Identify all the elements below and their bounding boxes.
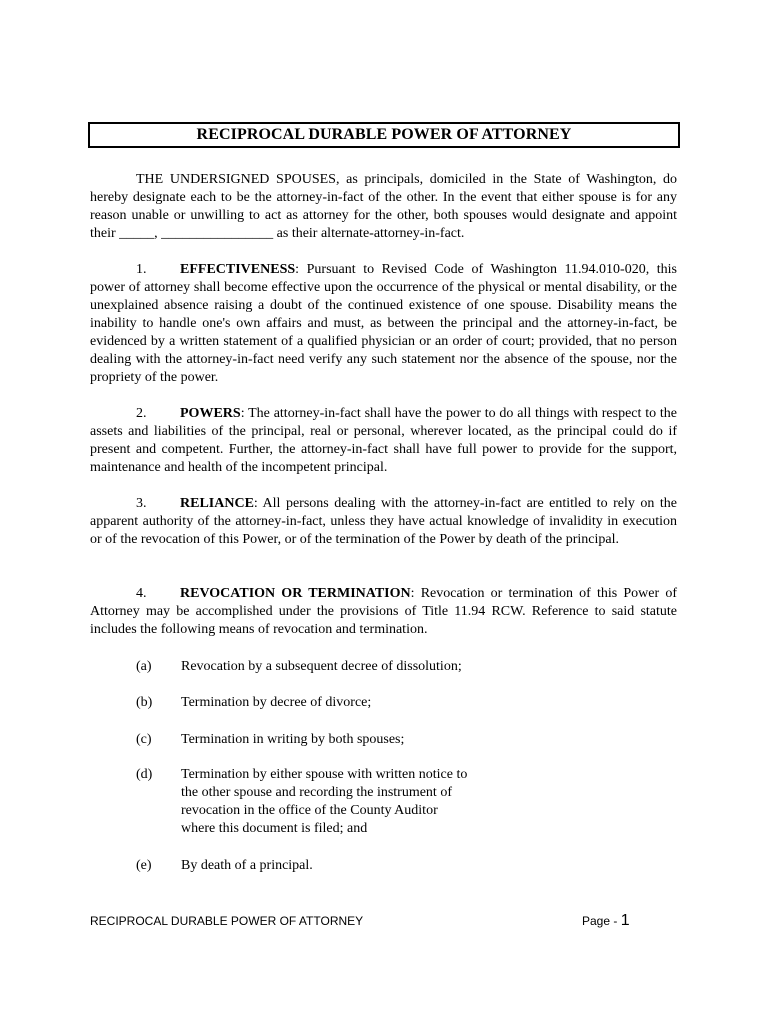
section-heading: RELIANCE <box>180 496 254 511</box>
page-prefix: Page - <box>582 914 621 928</box>
list-item-label: (c) <box>136 732 152 747</box>
section-text: : Revocation or termination of this Power of Attorney may be accomplished under the provisions of Title 11.94 RCW. Reference to said statute includes the following means of revocation and termination. <box>90 586 677 637</box>
list-item-label: (b) <box>136 695 153 710</box>
list-item-text: Termination in writing by both spouses; <box>181 732 405 747</box>
section-powers <box>90 405 677 477</box>
list-item-label: (a) <box>136 659 152 674</box>
section-heading: EFFECTIVENESS <box>180 262 296 277</box>
page-number: 1 <box>620 912 630 929</box>
section-number: 4. <box>136 586 147 601</box>
section-text: : Pursuant to Revised Code of Washington 11.94.010-020, this power of attorney shall become effective upon the occurrence of the physical or mental disability, or the unexplained absence raising a doubt of the continued existence of one spouse. Disability means the inability to handle one's own affairs and must, as between the principal and the attorney-in-fact, be evidenced by a written statement of a qualified physician or an order of court; provided, that no person dealing with the attorney-in-fact need verify any such statement nor the absence of the spouse, nor the propriety of the power. <box>90 262 677 385</box>
list-item-text: Termination by either spouse with written notice to the other spouse and recording the instrument of revocation in the office of the County Auditor where this document is filed; and <box>181 767 468 836</box>
section-number: 1. <box>136 262 147 277</box>
list-item-text: Termination by decree of divorce; <box>181 695 372 710</box>
footer-title: RECIPROCAL DURABLE POWER OF ATTORNEY <box>90 914 364 928</box>
section-text: : The attorney-in-fact shall have the power to do all things with respect to the assets and liabilities of the principal, real or personal, wherever located, as the principal could do if present and competent. Further, the attorney-in-fact shall have full power to provide for the support, maintenance and health of the incompetent principal. <box>90 406 677 475</box>
document-title: RECIPROCAL DURABLE POWER OF ATTORNEY <box>196 126 572 143</box>
section-text: : All persons dealing with the attorney-in-fact are entitled to rely on the apparent authority of the attorney-in-fact, unless they have actual knowledge of invalidity in execution or of the revocation of this Power, or of the termination of the Power by death of the principal. <box>90 496 677 547</box>
section-revocation <box>90 585 677 639</box>
section-heading: REVOCATION OR TERMINATION <box>180 586 411 601</box>
list-item-label: (e) <box>136 858 152 873</box>
section-effectiveness <box>90 261 677 387</box>
section-number: 2. <box>136 406 147 421</box>
section-reliance <box>90 495 677 549</box>
list-item-text: By death of a principal. <box>181 858 313 873</box>
list-item-label: (d) <box>136 767 153 782</box>
title-box <box>88 122 680 148</box>
section-number: 3. <box>136 496 147 511</box>
page-indicator <box>582 912 630 930</box>
list-item-text: Revocation by a subsequent decree of dissolution; <box>181 659 462 674</box>
intro-paragraph <box>90 171 677 243</box>
section-heading: POWERS <box>180 406 241 421</box>
intro-text: THE UNDERSIGNED SPOUSES, as principals, domiciled in the State of Washington, do hereby designate each to be the attorney-in-fact of the other. In the event that either spouse is for any reason unable or unwilling to act as attorney for the other, both spouses would designate and appoint their _____, ________________ as their alternate-attorney-in-fact. <box>90 172 677 241</box>
